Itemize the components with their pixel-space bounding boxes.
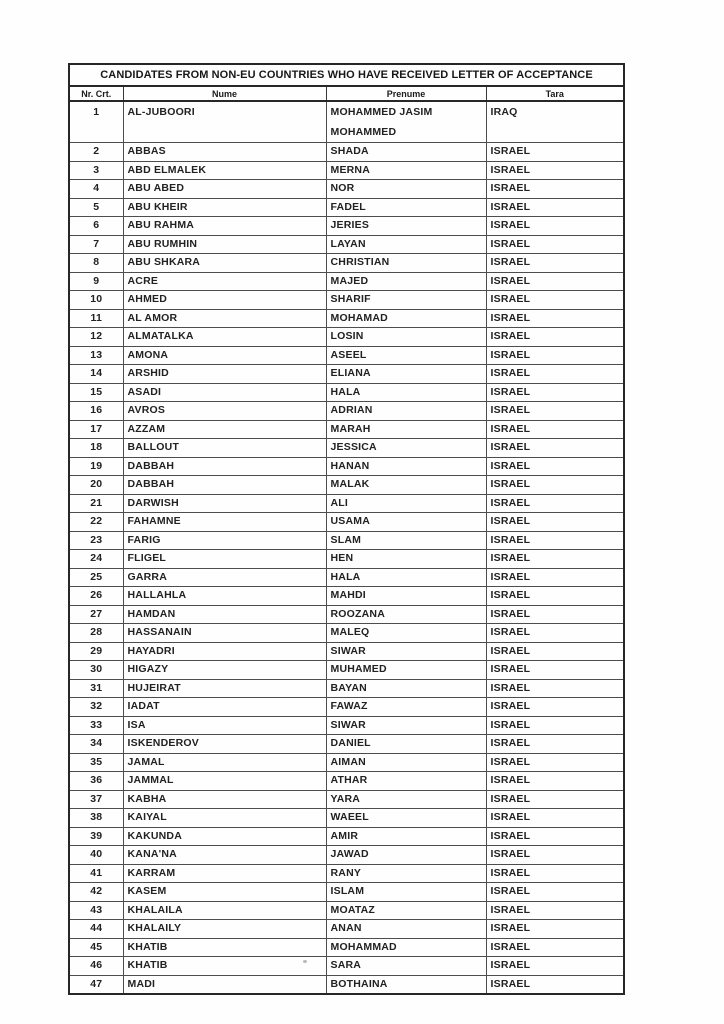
table-row (69, 809, 624, 828)
cell-tara: ISRAEL (486, 846, 624, 865)
table-row (69, 101, 624, 143)
cell-nume: ABBAS (123, 143, 326, 162)
cell-nr: 43 (69, 901, 123, 920)
cell-tara: ISRAEL (486, 254, 624, 273)
cell-prenume: LAYAN (326, 235, 486, 254)
column-header-prenume: Prenume (326, 86, 486, 101)
cell-prenume: DANIEL (326, 735, 486, 754)
cell-nr: 15 (69, 383, 123, 402)
cell-tara: ISRAEL (486, 420, 624, 439)
table-row (69, 624, 624, 643)
cell-nr: 46 (69, 957, 123, 976)
cell-nr: 44 (69, 920, 123, 939)
cell-tara: ISRAEL (486, 309, 624, 328)
cell-tara: ISRAEL (486, 476, 624, 495)
table-row (69, 920, 624, 939)
cell-tara: ISRAEL (486, 272, 624, 291)
scan-speck-artifact (303, 960, 307, 963)
cell-prenume: SARA (326, 957, 486, 976)
cell-nume: KHATIB (123, 957, 326, 976)
cell-nr: 37 (69, 790, 123, 809)
cell-prenume: MALEQ (326, 624, 486, 643)
cell-prenume: HANAN (326, 457, 486, 476)
cell-tara: ISRAEL (486, 753, 624, 772)
cell-nr: 32 (69, 698, 123, 717)
cell-prenume: MERNA (326, 161, 486, 180)
cell-tara: ISRAEL (486, 439, 624, 458)
table-row (69, 254, 624, 273)
cell-nume: FAHAMNE (123, 513, 326, 532)
cell-nr: 18 (69, 439, 123, 458)
cell-nr: 14 (69, 365, 123, 384)
table-row (69, 457, 624, 476)
cell-nr: 6 (69, 217, 123, 236)
cell-prenume: ASEEL (326, 346, 486, 365)
table-row (69, 309, 624, 328)
cell-prenume: SHADA (326, 143, 486, 162)
table-row (69, 698, 624, 717)
table-row (69, 439, 624, 458)
cell-tara: ISRAEL (486, 698, 624, 717)
table-row (69, 531, 624, 550)
column-header-nr-crt: Nr. Crt. (69, 86, 123, 101)
cell-prenume: ISLAM (326, 883, 486, 902)
cell-nr: 29 (69, 642, 123, 661)
table-row (69, 217, 624, 236)
table-row (69, 513, 624, 532)
table-row (69, 180, 624, 199)
cell-prenume: RANY (326, 864, 486, 883)
table-row (69, 753, 624, 772)
cell-nume: ABD ELMALEK (123, 161, 326, 180)
table-row (69, 198, 624, 217)
cell-nr: 41 (69, 864, 123, 883)
cell-tara: ISRAEL (486, 531, 624, 550)
cell-nume: KHATIB (123, 938, 326, 957)
cell-prenume: MUHAMED (326, 661, 486, 680)
cell-prenume: HALA (326, 568, 486, 587)
cell-nume: FARIG (123, 531, 326, 550)
cell-nume: GARRA (123, 568, 326, 587)
cell-nume: HUJEIRAT (123, 679, 326, 698)
cell-prenume: JAWAD (326, 846, 486, 865)
cell-nume: KHALAILY (123, 920, 326, 939)
cell-nr: 27 (69, 605, 123, 624)
cell-nr: 11 (69, 309, 123, 328)
cell-prenume: LOSIN (326, 328, 486, 347)
cell-nr: 9 (69, 272, 123, 291)
candidates-table (68, 63, 625, 995)
cell-tara: ISRAEL (486, 550, 624, 569)
cell-nume: AVROS (123, 402, 326, 421)
cell-nume: KHALAILA (123, 901, 326, 920)
cell-nr: 39 (69, 827, 123, 846)
cell-nume: JAMAL (123, 753, 326, 772)
cell-prenume: SIWAR (326, 642, 486, 661)
cell-nume: KANA'NA (123, 846, 326, 865)
cell-tara: ISRAEL (486, 365, 624, 384)
table-row (69, 143, 624, 162)
table-row (69, 365, 624, 384)
cell-prenume: MOHAMMED JASIM MOHAMMED (326, 101, 486, 143)
cell-tara: ISRAEL (486, 809, 624, 828)
table-row (69, 235, 624, 254)
cell-tara: ISRAEL (486, 568, 624, 587)
cell-prenume: AMIR (326, 827, 486, 846)
table-row (69, 772, 624, 791)
cell-prenume: MAHDI (326, 587, 486, 606)
cell-prenume: AIMAN (326, 753, 486, 772)
cell-tara: ISRAEL (486, 513, 624, 532)
cell-prenume: CHRISTIAN (326, 254, 486, 273)
cell-prenume: USAMA (326, 513, 486, 532)
cell-nr: 35 (69, 753, 123, 772)
cell-nr: 31 (69, 679, 123, 698)
cell-prenume: NOR (326, 180, 486, 199)
cell-nr: 21 (69, 494, 123, 513)
table-row (69, 328, 624, 347)
table-row (69, 383, 624, 402)
cell-nume: HIGAZY (123, 661, 326, 680)
cell-tara: ISRAEL (486, 938, 624, 957)
table-row (69, 827, 624, 846)
table-row (69, 790, 624, 809)
table-row (69, 642, 624, 661)
cell-nr: 17 (69, 420, 123, 439)
cell-nume: AL AMOR (123, 309, 326, 328)
cell-prenume: SLAM (326, 531, 486, 550)
cell-tara: ISRAEL (486, 328, 624, 347)
cell-prenume: SIWAR (326, 716, 486, 735)
column-header-nume: Nume (123, 86, 326, 101)
cell-nr: 36 (69, 772, 123, 791)
table-row (69, 975, 624, 994)
cell-nume: HAMDAN (123, 605, 326, 624)
cell-tara: ISRAEL (486, 883, 624, 902)
cell-prenume: JERIES (326, 217, 486, 236)
cell-nr: 19 (69, 457, 123, 476)
cell-nr: 7 (69, 235, 123, 254)
cell-prenume: BOTHAINA (326, 975, 486, 994)
table-row (69, 846, 624, 865)
cell-prenume: MARAH (326, 420, 486, 439)
cell-tara: ISRAEL (486, 772, 624, 791)
cell-nume: ARSHID (123, 365, 326, 384)
cell-nr: 3 (69, 161, 123, 180)
cell-nume: ABU KHEIR (123, 198, 326, 217)
cell-prenume: FADEL (326, 198, 486, 217)
table-header-row (69, 86, 624, 101)
cell-nume: KABHA (123, 790, 326, 809)
table-title-row (69, 64, 624, 86)
cell-nr: 13 (69, 346, 123, 365)
cell-nr: 34 (69, 735, 123, 754)
cell-nr: 24 (69, 550, 123, 569)
cell-prenume: MOHAMAD (326, 309, 486, 328)
table-row (69, 346, 624, 365)
cell-nr: 40 (69, 846, 123, 865)
cell-nume: MADI (123, 975, 326, 994)
cell-prenume: ALI (326, 494, 486, 513)
cell-nr: 23 (69, 531, 123, 550)
cell-prenume: ADRIAN (326, 402, 486, 421)
cell-tara: ISRAEL (486, 457, 624, 476)
cell-nume: HASSANAIN (123, 624, 326, 643)
cell-tara: ISRAEL (486, 291, 624, 310)
cell-nume: AL-JUBOORI (123, 101, 326, 143)
cell-tara: ISRAEL (486, 494, 624, 513)
cell-tara: IRAQ (486, 101, 624, 143)
cell-nr: 2 (69, 143, 123, 162)
table-row (69, 568, 624, 587)
cell-nr: 42 (69, 883, 123, 902)
cell-nr: 1 (69, 101, 123, 143)
cell-nume: DABBAH (123, 476, 326, 495)
cell-prenume: FAWAZ (326, 698, 486, 717)
cell-prenume: WAEEL (326, 809, 486, 828)
table-row (69, 679, 624, 698)
cell-nr: 28 (69, 624, 123, 643)
cell-prenume: HALA (326, 383, 486, 402)
cell-nr: 30 (69, 661, 123, 680)
cell-tara: ISRAEL (486, 346, 624, 365)
cell-tara: ISRAEL (486, 624, 624, 643)
cell-nume: DARWISH (123, 494, 326, 513)
cell-prenume: ROOZANA (326, 605, 486, 624)
cell-nume: ABU RAHMA (123, 217, 326, 236)
cell-prenume: MALAK (326, 476, 486, 495)
table-row (69, 161, 624, 180)
cell-nume: HALLAHLA (123, 587, 326, 606)
cell-tara: ISRAEL (486, 864, 624, 883)
cell-nume: ABU SHKARA (123, 254, 326, 273)
cell-prenume: ATHAR (326, 772, 486, 791)
cell-tara: ISRAEL (486, 642, 624, 661)
cell-tara: ISRAEL (486, 143, 624, 162)
table-row (69, 420, 624, 439)
cell-nume: ISKENDEROV (123, 735, 326, 754)
cell-nume: KAKUNDA (123, 827, 326, 846)
cell-tara: ISRAEL (486, 957, 624, 976)
table-row (69, 494, 624, 513)
cell-tara: ISRAEL (486, 402, 624, 421)
cell-prenume: BAYAN (326, 679, 486, 698)
cell-tara: ISRAEL (486, 161, 624, 180)
table-row (69, 901, 624, 920)
cell-tara: ISRAEL (486, 827, 624, 846)
cell-prenume: MOHAMMAD (326, 938, 486, 957)
cell-prenume: MAJED (326, 272, 486, 291)
cell-prenume: YARA (326, 790, 486, 809)
cell-nr: 47 (69, 975, 123, 994)
cell-tara: ISRAEL (486, 901, 624, 920)
cell-tara: ISRAEL (486, 235, 624, 254)
cell-nr: 38 (69, 809, 123, 828)
cell-prenume: SHARIF (326, 291, 486, 310)
cell-tara: ISRAEL (486, 383, 624, 402)
cell-tara: ISRAEL (486, 716, 624, 735)
cell-prenume: MOATAZ (326, 901, 486, 920)
cell-nume: ABU RUMHIN (123, 235, 326, 254)
cell-nume: AZZAM (123, 420, 326, 439)
cell-tara: ISRAEL (486, 587, 624, 606)
cell-nume: ASADI (123, 383, 326, 402)
cell-nume: AHMED (123, 291, 326, 310)
cell-tara: ISRAEL (486, 661, 624, 680)
cell-nume: IADAT (123, 698, 326, 717)
cell-prenume: ANAN (326, 920, 486, 939)
cell-nume: DABBAH (123, 457, 326, 476)
table-row (69, 864, 624, 883)
cell-nume: KAIYAL (123, 809, 326, 828)
cell-nr: 20 (69, 476, 123, 495)
cell-tara: ISRAEL (486, 920, 624, 939)
cell-nr: 12 (69, 328, 123, 347)
cell-nume: BALLOUT (123, 439, 326, 458)
cell-nume: AMONA (123, 346, 326, 365)
cell-nume: KASEM (123, 883, 326, 902)
cell-nr: 10 (69, 291, 123, 310)
cell-tara: ISRAEL (486, 217, 624, 236)
cell-nume: KARRAM (123, 864, 326, 883)
cell-nr: 5 (69, 198, 123, 217)
cell-tara: ISRAEL (486, 180, 624, 199)
table-row (69, 957, 624, 976)
cell-nr: 22 (69, 513, 123, 532)
cell-prenume: JESSICA (326, 439, 486, 458)
cell-nr: 8 (69, 254, 123, 273)
table-row (69, 291, 624, 310)
cell-tara: ISRAEL (486, 735, 624, 754)
table-row (69, 735, 624, 754)
cell-nume: JAMMAL (123, 772, 326, 791)
cell-nr: 16 (69, 402, 123, 421)
table-title: CANDIDATES FROM NON-EU COUNTRIES WHO HAVE RECEIVED LETTER OF ACCEPTANCE (69, 64, 624, 86)
cell-nume: HAYADRI (123, 642, 326, 661)
table-row (69, 476, 624, 495)
cell-nr: 45 (69, 938, 123, 957)
table-row (69, 716, 624, 735)
cell-nume: ISA (123, 716, 326, 735)
cell-nume: ALMATALKA (123, 328, 326, 347)
table-row (69, 587, 624, 606)
table-row (69, 661, 624, 680)
cell-prenume: HEN (326, 550, 486, 569)
table-body (69, 101, 624, 994)
table-row (69, 605, 624, 624)
cell-nr: 26 (69, 587, 123, 606)
cell-nume: FLIGEL (123, 550, 326, 569)
table-row (69, 272, 624, 291)
cell-tara: ISRAEL (486, 790, 624, 809)
table-row (69, 938, 624, 957)
cell-nume: ABU ABED (123, 180, 326, 199)
cell-nr: 25 (69, 568, 123, 587)
cell-nr: 4 (69, 180, 123, 199)
cell-tara: ISRAEL (486, 975, 624, 994)
cell-prenume: ELIANA (326, 365, 486, 384)
table-row (69, 883, 624, 902)
cell-tara: ISRAEL (486, 198, 624, 217)
cell-tara: ISRAEL (486, 605, 624, 624)
cell-nume: ACRE (123, 272, 326, 291)
cell-tara: ISRAEL (486, 679, 624, 698)
cell-nr: 33 (69, 716, 123, 735)
column-header-tara: Tara (486, 86, 624, 101)
table-row (69, 402, 624, 421)
table-row (69, 550, 624, 569)
